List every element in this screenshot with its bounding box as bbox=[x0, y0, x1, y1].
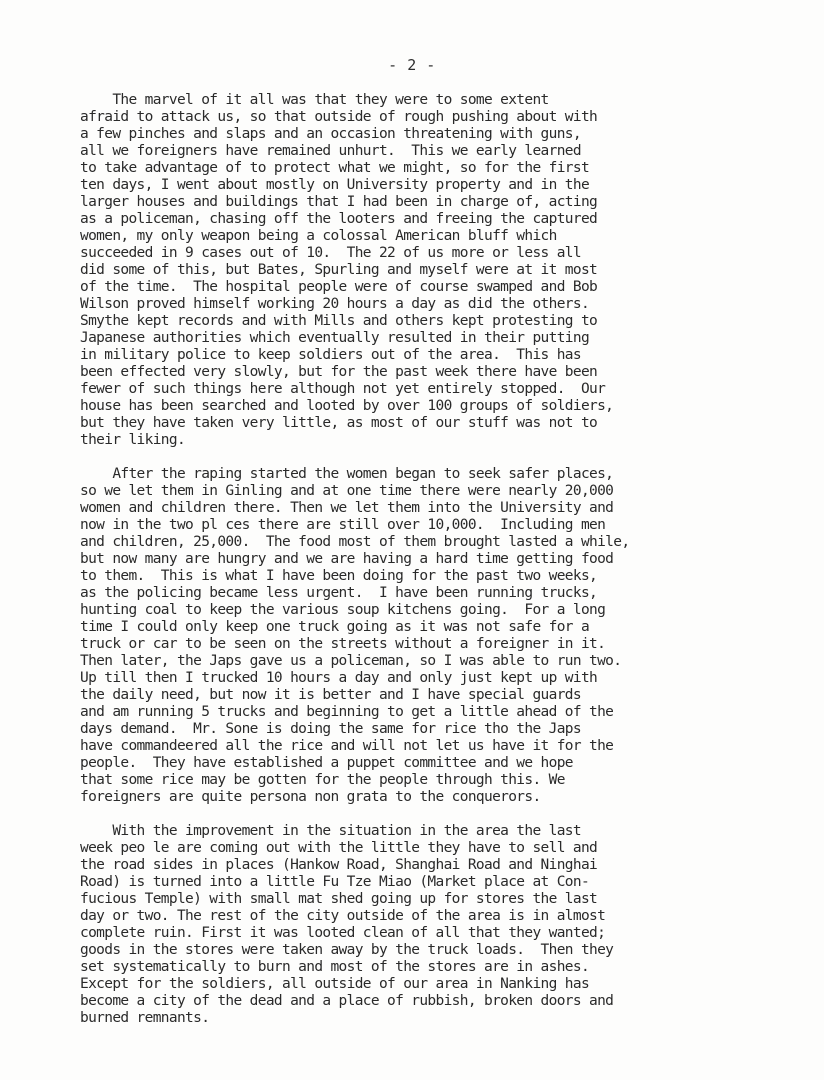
text-line: week peo le are coming out with the little they have to sell and bbox=[80, 840, 598, 856]
text-line: With the improvement in the situation in the area the last bbox=[80, 823, 581, 839]
text-line: so we let them in Ginling and at one time there were nearly 20,000 bbox=[80, 483, 614, 499]
text-line: all we foreigners have remained unhurt. This we early learned bbox=[80, 143, 581, 159]
text-line: Except for the soldiers, all outside of our area in Nanking has bbox=[80, 976, 590, 992]
text-line: and am running 5 trucks and beginning to get a little ahead of the bbox=[80, 704, 614, 720]
text-line: in military police to keep soldiers out of the area. This has bbox=[80, 347, 581, 363]
text-line: burned remnants. bbox=[80, 1010, 210, 1026]
text-line: Japanese authorities which eventually resulted in their putting bbox=[80, 330, 590, 346]
text-line: fucious Temple) with small mat shed going up for stores the last bbox=[80, 891, 598, 907]
paragraph-1 bbox=[80, 92, 760, 449]
text-line: become a city of the dead and a place of rubbish, broken doors and bbox=[80, 993, 614, 1009]
text-line: foreigners are quite persona non grata to the conquerors. bbox=[80, 789, 541, 805]
text-line: that some rice may be gotten for the people through this. We bbox=[80, 772, 565, 788]
text-line: hunting coal to keep the various soup kitchens going. For a long bbox=[80, 602, 606, 618]
text-line: did some of this, but Bates, Spurling and myself were at it most bbox=[80, 262, 598, 278]
text-line: the daily need, but now it is better and I have special guards bbox=[80, 687, 581, 703]
text-line: goods in the stores were taken away by the truck loads. Then they bbox=[80, 942, 614, 958]
text-line: afraid to attack us, so that outside of rough pushing about with bbox=[80, 109, 598, 125]
text-line: days demand. Mr. Sone is doing the same for rice tho the Japs bbox=[80, 721, 581, 737]
text-line: fewer of such things here although not yet entirely stopped. Our bbox=[80, 381, 606, 397]
text-line: larger houses and buildings that I had been in charge of, acting bbox=[80, 194, 598, 210]
text-line: After the raping started the women began to seek safer places, bbox=[80, 466, 614, 482]
text-line: to take advantage of to protect what we might, so for the first bbox=[80, 160, 590, 176]
letter-body bbox=[80, 92, 760, 1027]
text-line: house has been searched and looted by over 100 groups of soldiers, bbox=[80, 398, 614, 414]
text-line: as a policeman, chasing off the looters and freeing the captured bbox=[80, 211, 598, 227]
text-line: day or two. The rest of the city outside of the area is in almost bbox=[80, 908, 606, 924]
text-line: have commandeered all the rice and will not let us have it for the bbox=[80, 738, 614, 754]
text-line: set systematically to burn and most of the stores are in ashes. bbox=[80, 959, 590, 975]
text-line: people. They have established a puppet committee and we hope bbox=[80, 755, 573, 771]
text-line: Up till then I trucked 10 hours a day and only just kept up with bbox=[80, 670, 598, 686]
page-number: - 2 - bbox=[388, 56, 436, 74]
paragraph-2 bbox=[80, 466, 760, 806]
text-line: a few pinches and slaps and an occasion threatening with guns, bbox=[80, 126, 581, 142]
text-line: to them. This is what I have been doing for the past two weeks, bbox=[80, 568, 598, 584]
text-line: but now many are hungry and we are having a hard time getting food bbox=[80, 551, 614, 567]
text-line: Road) is turned into a little Fu Tze Miao (Market place at Con- bbox=[80, 874, 590, 890]
text-line: succeeded in 9 cases out of 10. The 22 of us more or less all bbox=[80, 245, 581, 261]
text-line: but they have taken very little, as most of our stuff was not to bbox=[80, 415, 598, 431]
paragraph-3 bbox=[80, 823, 760, 1027]
text-line: Smythe kept records and with Mills and others kept protesting to bbox=[80, 313, 598, 329]
text-line: of the time. The hospital people were of course swamped and Bob bbox=[80, 279, 598, 295]
text-line: The marvel of it all was that they were to some extent bbox=[80, 92, 549, 108]
text-line: Then later, the Japs gave us a policeman, so I was able to run two. bbox=[80, 653, 622, 669]
text-line: women, my only weapon being a colossal American bluff which bbox=[80, 228, 557, 244]
text-line: ten days, I went about mostly on University property and in the bbox=[80, 177, 590, 193]
text-line: been effected very slowly, but for the past week there have been bbox=[80, 364, 598, 380]
text-line: and children, 25,000. The food most of them brought lasted a while, bbox=[80, 534, 630, 550]
text-line: complete ruin. First it was looted clean of all that they wanted; bbox=[80, 925, 606, 941]
text-line: Wilson proved himself working 20 hours a day as did the others. bbox=[80, 296, 590, 312]
text-line: truck or car to be seen on the streets without a foreigner in it. bbox=[80, 636, 606, 652]
text-line: their liking. bbox=[80, 432, 186, 448]
text-line: the road sides in places (Hankow Road, Shanghai Road and Ninghai bbox=[80, 857, 598, 873]
text-line: as the policing became less urgent. I have been running trucks, bbox=[80, 585, 598, 601]
text-line: time I could only keep one truck going as it was not safe for a bbox=[80, 619, 590, 635]
text-line: women and children there. Then we let them into the University and bbox=[80, 500, 614, 516]
text-line: now in the two pl ces there are still over 10,000. Including men bbox=[80, 517, 606, 533]
